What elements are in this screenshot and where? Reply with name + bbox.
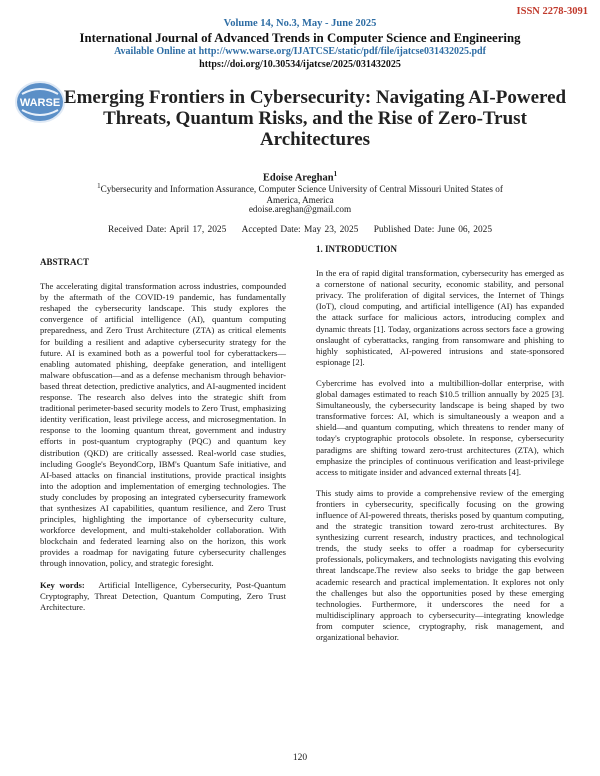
published-date: Published Date: June 06, 2025 (373, 225, 493, 235)
received-date: Received Date: April 17, 2025 (107, 225, 227, 235)
paper-title: Emerging Frontiers in Cybersecurity: Navigating AI-Powered Threats, Quantum Risks, and the Rise of Zero-Trust Architectures (63, 87, 567, 150)
dates-line (0, 225, 600, 235)
affiliation-text: Cybersecurity and Information Assurance, Computer Science University of Central Missouri United States of America, America (100, 184, 503, 206)
introduction-heading: 1. INTRODUCTION (316, 244, 398, 254)
author-sup: 1 (333, 170, 338, 178)
intro-paragraph-2: Cybercrime has evolved into a multibillion-dollar enterprise, with global damages estimated to reach $10.5 trillion annually by 2025 [3]. Simultaneously, the cybersecurity landscape is being shaped by two transformative forces: AI, which is simultaneously a weapon and a shield—and quantum computing, which threatens to render many of today's cryptographic protocols obsolete. In response, cybersecurity paradigms are shifting toward zero-trust architectures (ZTA), which emphasize the principles of continuous verification and least-privilege access to mitigate insider and advanced external threats [4]. (316, 377, 564, 477)
abstract-text: The accelerating digital transformation across industries, compounded by the aftermath of the COVID-19 pandemic, has fundamentally reshaped the cybersecurity landscape. This study explores the convergence of artificial intelligence (AI), quantum computing preparedness, and Zero Trust Architecture (ZTA) as critical elements for building a resilient and adaptive cybersecurity strategy for the future. AI is examined both as a powerful tool for cyberattackers—enabling automated phishing, deepfake generation, and intelligent malware obfuscation—and as a defense mechanism through behavior-based threat detection, predictive analytics, and AI-augmented incident response. The research also delves into the strategic shift from traditional perimeter-based security models to Zero Trust, emphasizing identity verification, least privilege access, and microsegmentation. In response to the looming quantum threat, government and industry efforts in post-quantum cryptography (PQC) and quantum key distribution (QKD) are critically assessed. Real-world case studies, including Google's BeyondCorp, IBM's Quantum Safe initiative, and AI-based attacks on financial institutions, provide practical insights into the adoption and implementation of emerging technologies. The study concludes by proposing an integrated cybersecurity framework that synthesizes AI capabilities, quantum resilience, and Zero Trust principles, highlighting the importance of cybersecurity culture, workforce development, and multi-stakeholder collaboration. With blockchain and federated learning also on the horizon, this work provides a roadmap for navigating future cybersecurity challenges through innovation, policy, and strategic foresight. (40, 281, 286, 569)
accepted-date: Accepted Date: May 23, 2025 (241, 225, 359, 235)
volume-line: Volume 14, No.3, May - June 2025 (223, 18, 377, 29)
keywords-label: Key words: (40, 579, 85, 590)
keywords-text: Artificial Intelligence, Cybersecurity, Post-Quantum Cryptography, Threat Detection, Quantum Computing, Zero Trust Architecture. (40, 579, 286, 612)
keywords (40, 580, 286, 613)
online-url[interactable]: Available Online at http://www.warse.org/IJATCSE/static/pdf/file/ijatcse031432025.pdf (114, 46, 486, 57)
author-email[interactable]: edoise.areghan@gmail.com (248, 204, 352, 214)
issn: ISSN 2278-3091 (516, 6, 588, 17)
journal-name: International Journal of Advanced Trends in Computer Science and Engineering (79, 31, 521, 45)
abstract-heading: ABSTRACT (40, 257, 90, 267)
doi-link[interactable]: https://doi.org/10.30534/ijatcse/2025/031432025 (199, 59, 401, 70)
author-name: Edoise Areghan (262, 172, 334, 184)
introduction-column (316, 244, 564, 653)
abstract-column (40, 257, 286, 613)
page-number: 120 (292, 753, 308, 763)
affiliation (80, 181, 520, 206)
intro-paragraph-3: This study aims to provide a comprehensive review of the emerging frontiers in cybersecurity, specifically focusing on the growing influence of AI-powered threats, therisks posed by quantum computing, and the strategic transition toward zero-trust architectures. By synthesizing current research, industry practices, and technological trends, the study seeks to offer a roadmap for cybersecurity professionals, policymakers, and technologists navigating this evolving threat landscape.The review also seeks to bridge the gap between academic research and practical implementation. It explores not only the challenges but also the opportunities posed by these emerging technologies. Furthermore, it underscores the need for a multidisciplinary approach to cybersecurity—integrating knowledge from computer science, cryptography, risk management, and organizational behavior. (316, 487, 564, 642)
intro-paragraph-1: In the era of rapid digital transformation, cybersecurity has emerged as a cornerstone of national security, economic stability, and personal privacy. The proliferation of digital services, the Internet of Things (IoT), cloud computing, and artificial intelligence (AI) has expanded the attack surface for malicious actors, introducing complex and dynamic threats [1]. Today, organizations across sectors face a growing onslaught of cyberattacks, ranging from ransomware and phishing to highly sophisticated, AI-powered intrusions and state-sponsored espionage [2]. (316, 268, 564, 367)
affil-sup: 1 (97, 182, 101, 190)
logo-text: WARSE (19, 97, 61, 109)
